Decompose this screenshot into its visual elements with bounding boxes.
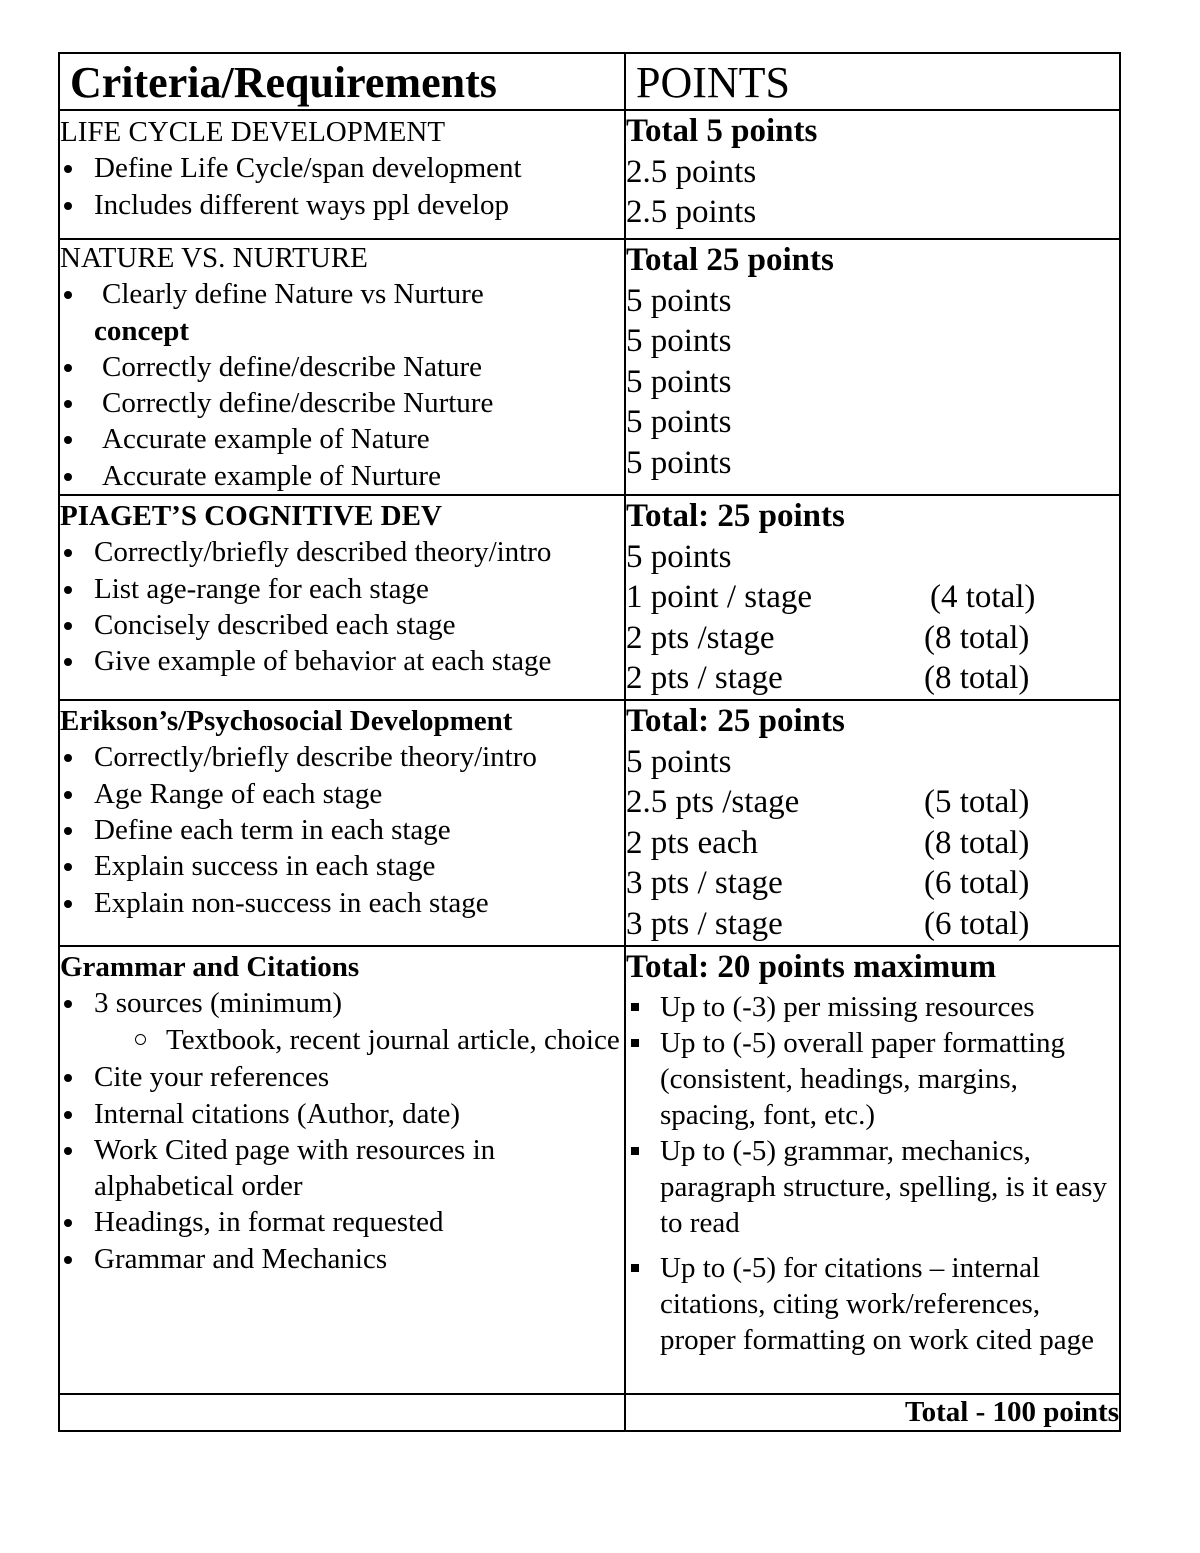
- rubric-table: [58, 52, 1121, 1432]
- criteria-item: Cite your references: [60, 1059, 624, 1095]
- criteria-header: Criteria/Requirements: [70, 58, 497, 107]
- points-subtotal: (5 total): [924, 784, 1030, 821]
- points-line: [626, 281, 1119, 322]
- criteria-item-text: Clearly define Nature vs Nurture: [102, 278, 484, 311]
- criteria-item: Grammar and Mechanics: [60, 1241, 624, 1277]
- deduction-list: [626, 989, 1119, 1358]
- criteria-list: [60, 150, 624, 223]
- points-value: 5 points: [626, 404, 732, 441]
- points-cell: [625, 495, 1120, 700]
- points-value: 2 pts / stage: [626, 660, 783, 697]
- points-value: 2 pts each: [626, 824, 758, 861]
- criteria-list: [60, 739, 624, 920]
- points-value: 5 points: [626, 743, 732, 780]
- criteria-item: 3 sources (minimum): [60, 985, 624, 1021]
- section-title: PIAGET’S COGNITIVE DEV: [60, 500, 442, 533]
- points-value: 5 points: [626, 323, 732, 360]
- points-subtotal: (6 total): [924, 906, 1030, 943]
- section-title: Erikson’s/Psychosocial Development: [60, 705, 513, 738]
- points-subtotal: (4 total): [930, 579, 1036, 616]
- points-cell: [625, 110, 1120, 239]
- criteria-item: List age-range for each stage: [60, 571, 624, 607]
- criteria-cell: [59, 110, 625, 239]
- points-subtotal: (8 total): [924, 660, 1030, 697]
- points-value: 3 pts / stage: [626, 865, 783, 902]
- points-line: [626, 443, 1119, 484]
- criteria-item: Age Range of each stage: [60, 776, 624, 812]
- section-total: Total: 25 points: [626, 703, 845, 740]
- criteria-cell: [59, 700, 625, 946]
- deduction-item: Up to (-5) overall paper formatting (consistent, headings, margins, spacing, font, etc.): [626, 1025, 1119, 1133]
- criteria-item: Define each term in each stage: [60, 812, 624, 848]
- criteria-item: Accurate example of Nurture: [60, 458, 624, 494]
- empty-cell: [59, 1394, 625, 1431]
- points-value: 2.5 points: [626, 153, 757, 190]
- points-value: 5 points: [626, 363, 732, 400]
- section-total: Total 5 points: [626, 113, 818, 149]
- points-line: [626, 537, 1119, 578]
- grand-total: Total - 100 points: [625, 1394, 1120, 1431]
- points-line: [626, 192, 1119, 233]
- points-line: [626, 402, 1119, 443]
- section-row-life-cycle: [59, 110, 1120, 239]
- criteria-header-cell: [59, 53, 625, 110]
- criteria-item: Internal citations (Author, date): [60, 1096, 624, 1132]
- criteria-list: [60, 534, 624, 679]
- points-line: [626, 618, 1119, 659]
- deduction-item: Up to (-5) for citations – internal citations, citing work/references, proper formatting on work cited page: [626, 1250, 1119, 1358]
- section-title: NATURE VS. NURTURE: [60, 242, 368, 274]
- points-line: [626, 658, 1119, 699]
- deduction-item: Up to (-5) grammar, mechanics, paragraph structure, spelling, is it easy to read: [626, 1133, 1119, 1241]
- criteria-item: Includes different ways ppl develop: [60, 187, 624, 223]
- section-title: Grammar and Citations: [60, 950, 360, 983]
- points-subtotal: (6 total): [924, 865, 1030, 902]
- section-row-erikson: [59, 700, 1120, 946]
- points-line: [626, 782, 1119, 823]
- criteria-item: Correctly/briefly described theory/intro: [60, 534, 624, 570]
- points-subtotal: (8 total): [924, 619, 1030, 656]
- criteria-item: Concisely described each stage: [60, 607, 624, 643]
- points-line: [626, 904, 1119, 945]
- points-cell: [625, 700, 1120, 946]
- criteria-item: Explain non-success in each stage: [60, 885, 624, 921]
- section-title: LIFE CYCLE DEVELOPMENT: [60, 116, 446, 148]
- points-value: 5 points: [626, 444, 732, 481]
- criteria-item: Give example of behavior at each stage: [60, 643, 624, 679]
- points-header-cell: [625, 53, 1120, 110]
- criteria-item: Accurate example of Nature: [60, 421, 624, 457]
- points-line: [626, 362, 1119, 403]
- points-line: [626, 823, 1119, 864]
- points-cell: [625, 239, 1120, 495]
- section-total: Total: 20 points maximum: [626, 948, 997, 985]
- section-row-piaget: [59, 495, 1120, 700]
- criteria-cell: [59, 239, 625, 495]
- points-header: POINTS: [636, 58, 791, 107]
- points-line: [626, 863, 1119, 904]
- points-value: 5 points: [626, 282, 732, 319]
- points-subtotal: (8 total): [924, 824, 1030, 861]
- criteria-item: [60, 276, 624, 349]
- criteria-list: [60, 276, 624, 494]
- points-line: [626, 321, 1119, 362]
- points-line: [626, 577, 1119, 618]
- points-value: 2 pts /stage: [626, 619, 775, 656]
- points-value: 2.5 pts /stage: [626, 784, 800, 821]
- criteria-item: Explain success in each stage: [60, 848, 624, 884]
- points-value: 5 points: [626, 538, 732, 575]
- criteria-item: Correctly define/describe Nature: [60, 349, 624, 385]
- section-total: Total: 25 points: [626, 498, 845, 535]
- criteria-list: [60, 985, 624, 1277]
- criteria-item: Work Cited page with resources in alphabetical order: [60, 1132, 624, 1205]
- section-row-grammar-citations: [59, 946, 1120, 1394]
- total-row: [59, 1394, 1120, 1431]
- points-line: [626, 152, 1119, 193]
- points-value: 3 pts / stage: [626, 906, 783, 943]
- criteria-cell: [59, 946, 625, 1394]
- criteria-item: Correctly define/describe Nurture: [60, 385, 624, 421]
- criteria-sub-item: Textbook, recent journal article, choice: [60, 1021, 624, 1059]
- points-cell: [625, 946, 1120, 1394]
- points-line: [626, 742, 1119, 783]
- deduction-item: Up to (-3) per missing resources: [626, 989, 1119, 1025]
- section-row-nature-nurture: [59, 239, 1120, 495]
- section-total: Total 25 points: [626, 242, 834, 278]
- points-value: 1 point / stage: [626, 579, 813, 616]
- criteria-cell: [59, 495, 625, 700]
- criteria-item: Define Life Cycle/span development: [60, 150, 624, 186]
- points-value: 2.5 points: [626, 194, 757, 231]
- criteria-item-continuation: concept: [94, 314, 190, 347]
- criteria-item: Correctly/briefly describe theory/intro: [60, 739, 624, 775]
- header-row: [59, 53, 1120, 110]
- criteria-item: Headings, in format requested: [60, 1204, 624, 1240]
